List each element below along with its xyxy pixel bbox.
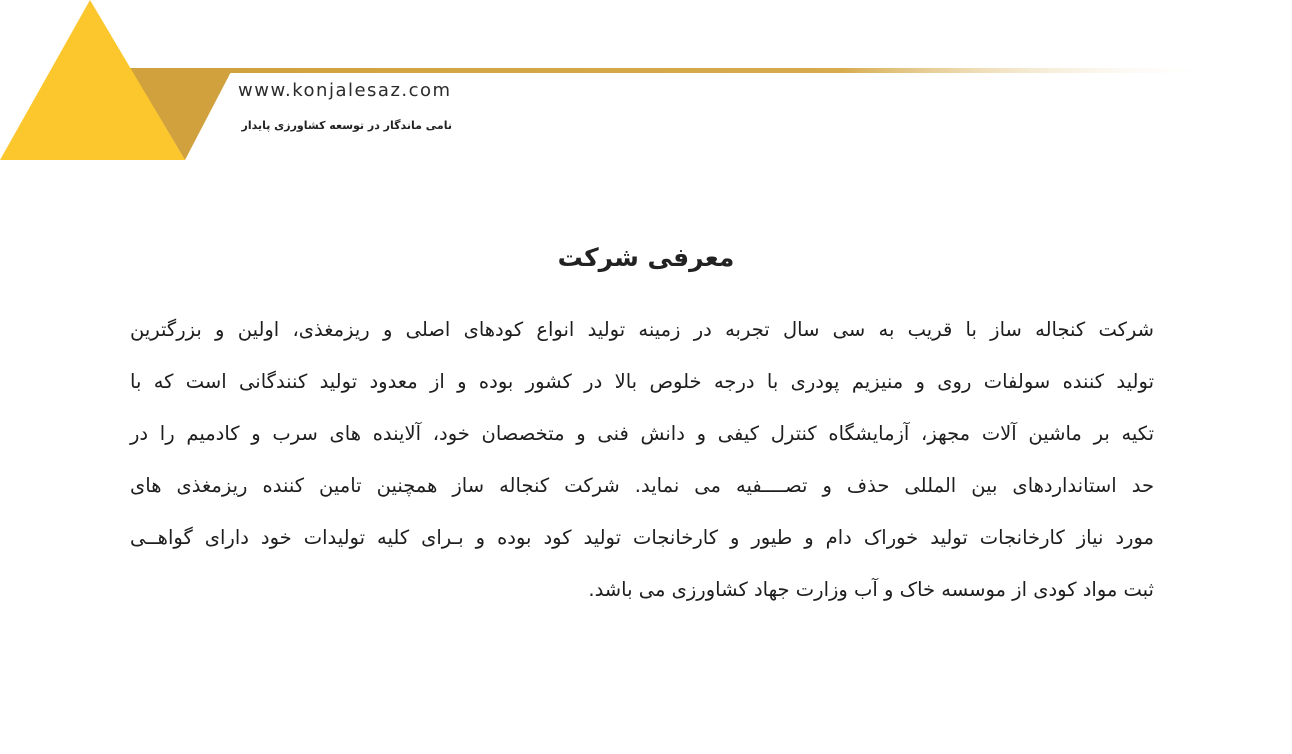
paragraph-line: حد استانداردهای بین المللی حذف و تصــــفیه می نماید. شرکت کنجاله ساز همچنین تامین کننده ریزمغذی های [130,474,1154,497]
paragraph-line: تکیه بر ماشین آلات مجهز، آزمایشگاه کنترل کیفی و دانش فنی و متخصصان خود، آلاینده های سرب و کادمیم را در [130,422,1154,445]
company-description [130,304,1154,616]
gold-band [130,68,1222,73]
paragraph-line: تولید کننده سولفات روی و منیزیم پودری با درجه خلوص بالا در کشور بوده و از معدود تولید کنندگانی است که با [130,370,1154,393]
header-decoration [0,0,1292,200]
paragraph-line: ثبت مواد کودی از موسسه خاک و آب وزارت جهاد کشاورزی می باشد. [588,578,1154,601]
paragraph-line: مورد نیاز کارخانجات تولید خوراک دام و طیور و کارخانجات تولید کود بوده و بـرای کلیه تولیدات خود دارای گواهــی [130,526,1154,549]
company-tagline: نامی ماندگار در توسعه کشاورزی پایدار [241,119,452,132]
website-url: www.konjalesaz.com [238,80,452,101]
paragraph-line: شرکت کنجاله ساز با قریب به سی سال تجربه در زمینه تولید انواع کودهای اصلی و ریزمغذی، اولین و بزرگترین [130,318,1154,341]
page-title: معرفی شرکت [557,243,735,272]
